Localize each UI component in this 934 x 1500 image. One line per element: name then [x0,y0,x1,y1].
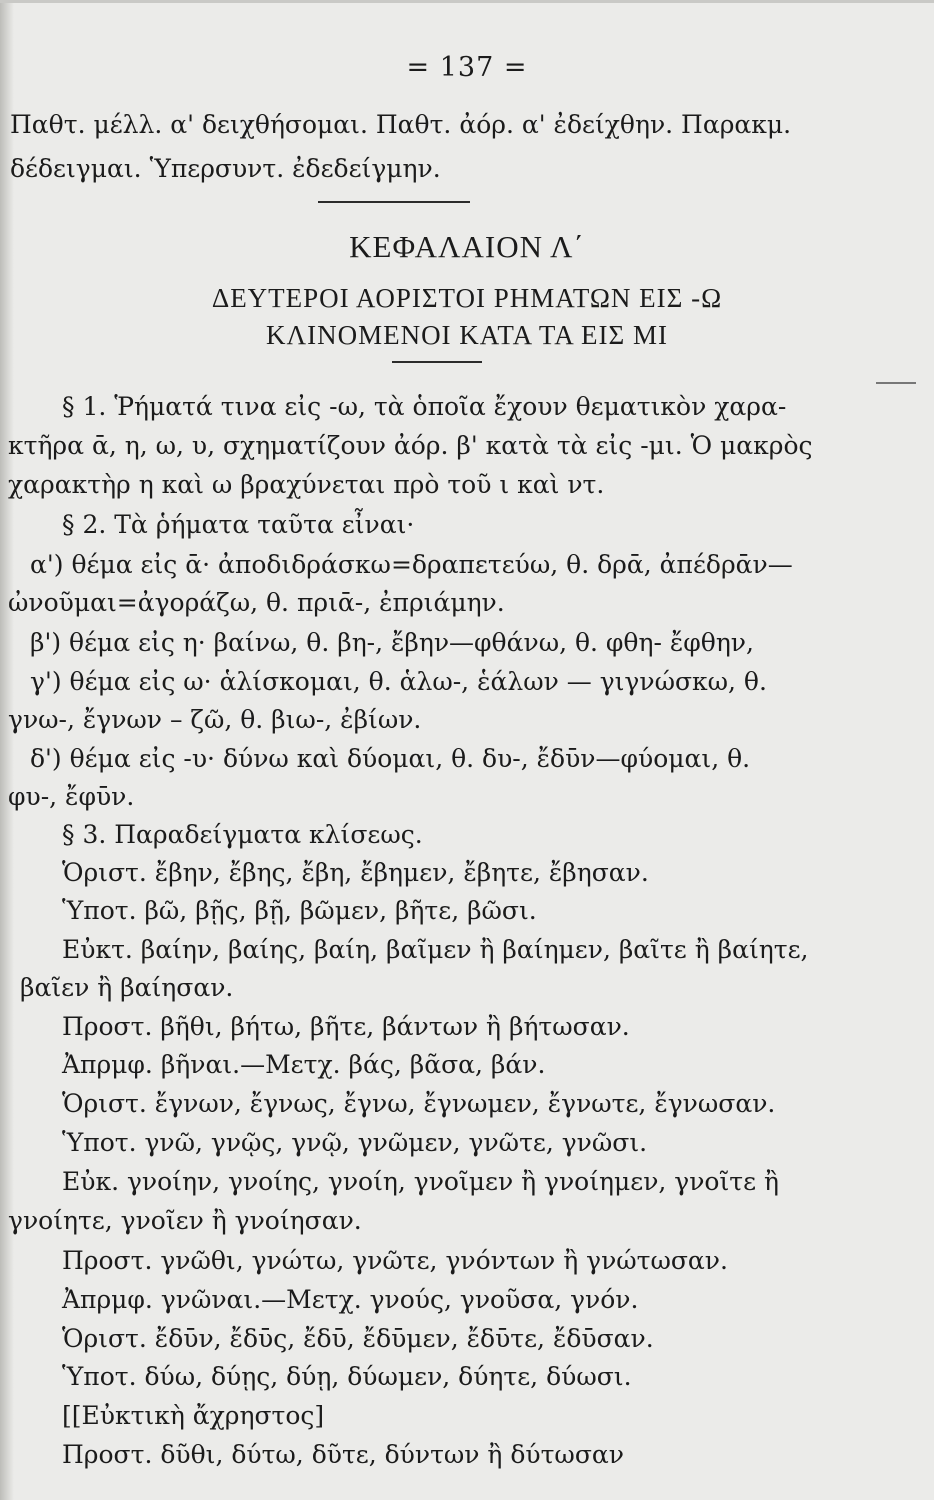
page-number: = 137 = [406,52,528,83]
list-item-b: β') θέμα εἰς η· βαίνω, θ. βη-, ἔβην—φθάνω, θ. φθη- ἔφθην, [30,628,754,657]
list-item-d-line-2: φυ-, ἔφῡν. [8,782,135,811]
page-top-edge [0,0,934,3]
divider-top [318,201,470,203]
chapter-title: ΚΕΦΑΛΑΙΟΝ Λ΄ [349,229,585,264]
paragraph-3-heading: § 3. Παραδείγματα κλίσεως. [62,820,423,849]
intro-line-1: Παθτ. μέλλ. α' δειχθήσομαι. Παθτ. ἀόρ. α' ἐδείχθην. Παρακμ. [10,110,792,139]
divider-bottom [392,361,482,363]
list-item-a-line-1: α') θέμα εἰς ᾱ· ἀποδιδράσκω=δραπετεύω, θ. δρᾱ, ἀπέδρᾱν— [30,550,793,579]
paragraph-2-line-1: § 2. Τὰ ῥήματα ταῦτα εἶναι· [62,510,415,539]
paragraph-1-line-2: κτῆρα ᾱ, η, ω, υ, σχηματίζουν ἀόρ. β' κατὰ τὰ εἰς -μι. Ὁ μακρὸς [8,431,813,460]
conj-row-1: Ὁριστ. ἔβην, ἔβης, ἔβη, ἔβημεν, ἔβητε, ἔβησαν. [62,858,649,887]
conj-row-8-cont: γνοίητε, γνοῖεν ἢ γνοίησαν. [8,1206,362,1235]
conj-row-10: Ἀπρμφ. γνῶναι.—Μετχ. γνούς, γνοῦσα, γνόν. [62,1285,639,1314]
subtitle-line-2: ΚΛΙΝΟΜΕΝΟΙ ΚΑΤΑ ΤΑ ΕΙΣ ΜΙ [266,320,668,350]
conj-row-12: Ὑποτ. δύω, δύῃς, δύῃ, δύωμεν, δύητε, δύωσι. [62,1362,632,1391]
intro-line-2: δέδειγμαι. Ὑπερσυντ. ἐδεδείγμην. [10,154,441,183]
list-item-a-line-2: ὠνοῦμαι=ἀγοράζω, θ. πριᾱ-, ἐπριάμην. [8,588,505,617]
list-item-d-line-1: δ') θέμα εἰς -υ· δύνω καὶ δύομαι, θ. δυ-, ἔδῡν—φύομαι, θ. [30,744,751,773]
conj-row-3-cont: βαῖεν ἢ βαίησαν. [20,973,234,1002]
paragraph-1-line-1: § 1. Ῥήματά τινα εἰς -ω, τὰ ὁποῖα ἔχουν θεματικὸν χαρα- [62,392,787,421]
conj-row-6: Ὁριστ. ἔγνων, ἔγνως, ἔγνω, ἔγνωμεν, ἔγνωτε, ἔγνωσαν. [62,1089,776,1118]
subtitle-line-1: ΔΕΥΤΕΡΟΙ ΑΟΡΙΣΤΟΙ ΡΗΜΑΤΩΝ ΕΙΣ -Ω [211,283,723,313]
page-binding-shadow [0,0,14,1500]
conj-row-8: Εὐκ. γνοίην, γνοίης, γνοίη, γνοῖμεν ἢ γνοίημεν, γνοῖτε ἢ [62,1167,779,1196]
conj-row-7: Ὑποτ. γνῶ, γνῷς, γνῷ, γνῶμεν, γνῶτε, γνῶσι. [62,1128,648,1157]
conj-row-5: Ἀπρμφ. βῆναι.—Μετχ. βάς, βᾶσα, βάν. [62,1050,546,1079]
conj-row-14: Προστ. δῦθι, δύτω, δῦτε, δύντων ἢ δύτωσαν [62,1440,624,1469]
conj-row-2: Ὑποτ. βῶ, βῇς, βῇ, βῶμεν, βῆτε, βῶσι. [62,896,537,925]
list-item-c-line-2: γνω-, ἔγνων – ζῶ, θ. βιω-, ἐβίων. [8,705,422,734]
conj-row-4: Προστ. βῆθι, βήτω, βῆτε, βάντων ἢ βήτωσαν. [62,1012,630,1041]
conj-row-11: Ὁριστ. ἔδῡν, ἔδῡς, ἔδῡ, ἔδῡμεν, ἔδῡτε, ἔδῡσαν. [62,1324,654,1353]
paragraph-1-line-3: χαρακτὴρ η καὶ ω βραχύνεται πρὸ τοῦ ι καὶ ντ. [8,470,605,499]
conj-row-9: Προστ. γνῶθι, γνώτω, γνῶτε, γνόντων ἢ γνώτωσαν. [62,1246,728,1275]
list-item-c-line-1: γ') θέμα εἰς ω· ἁλίσκομαι, θ. ἁλω-, ἑάλων — γιγνώσκω, θ. [30,667,767,696]
conj-row-13: [[Εὐκτικὴ ἄχρηστος] [62,1401,325,1430]
conj-row-3: Εὐκτ. βαίην, βαίης, βαίη, βαῖμεν ἢ βαίημεν, βαῖτε ἢ βαίητε, [62,935,809,964]
margin-mark [876,382,916,384]
